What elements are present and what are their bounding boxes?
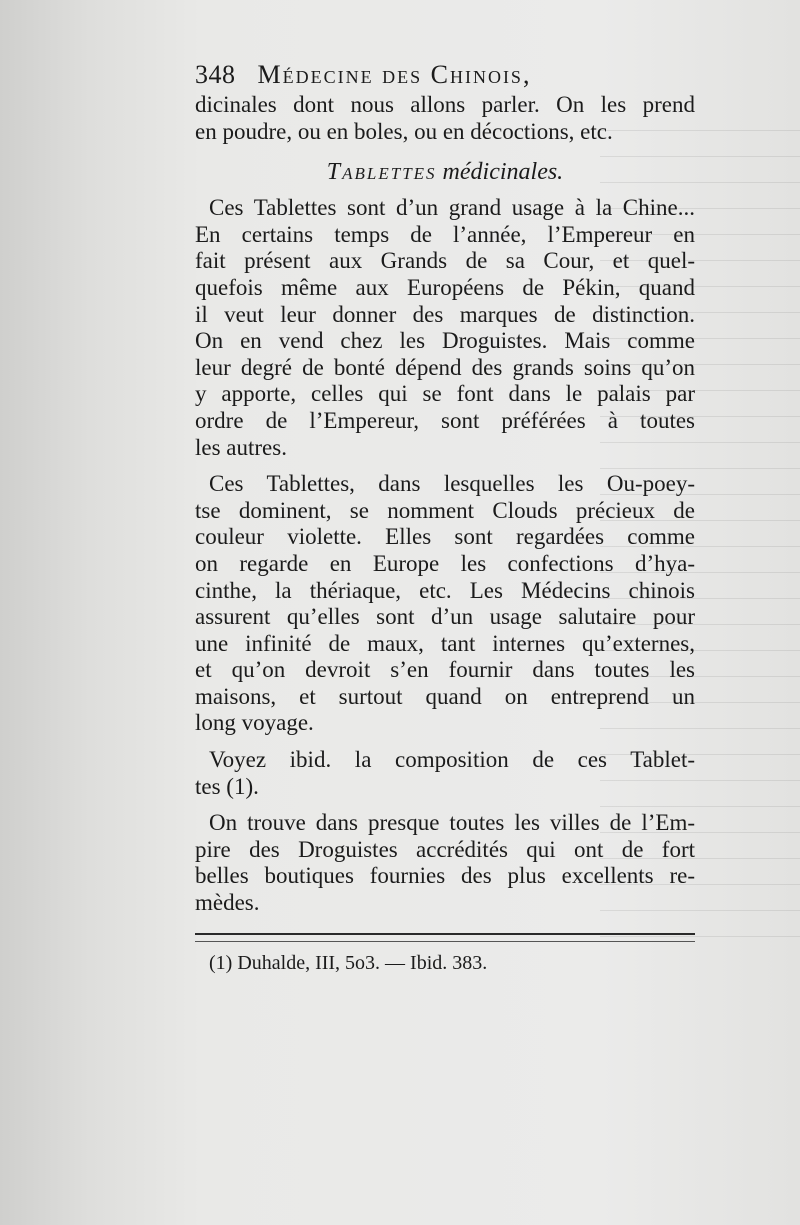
text-line: Ces Tablettes, dans lesquelles les Ou-poey- <box>209 471 695 497</box>
section-heading-rest: médicinales. <box>442 159 564 186</box>
text-line: couleur violette. Elles sont regardées comme <box>195 524 695 550</box>
footnote-rule-thin <box>195 941 695 942</box>
text-line: long voyage. <box>195 710 314 736</box>
text-line: maisons, et surtout quand on entreprend un <box>195 683 695 709</box>
paragraph-4 <box>195 810 695 916</box>
text-line: Ces Tablettes sont d’un grand usage à la Chine... <box>209 195 695 221</box>
text-line: et qu’on devroit s’en fournir dans toutes les <box>195 657 695 683</box>
text-line: cinthe, la thériaque, etc. Les Médecins chinois <box>195 577 695 603</box>
text-line: tse dominent, se nomment Clouds précieux de <box>195 497 695 523</box>
text-line: tes (1). <box>195 773 259 799</box>
text-line: quefois même aux Européens de Pékin, quand <box>195 274 695 300</box>
text-line: mèdes. <box>195 890 260 916</box>
text-line: une infinité de maux, tant internes qu’externes, <box>195 630 695 656</box>
intro-paragraph <box>195 92 695 145</box>
text-line: il veut leur donner des marques de distinction. <box>195 301 695 327</box>
text-line: dicinales dont nous allons parler. On les prend <box>195 92 695 117</box>
text-line: belles boutiques fournies des plus excellents re- <box>195 863 695 889</box>
text-line: on regarde en Europe les confections d’hya- <box>195 550 695 576</box>
paragraph-3 <box>195 747 695 800</box>
paragraph-2 <box>195 471 695 737</box>
footnote-rule <box>195 933 695 935</box>
text-line: leur degré de bonté dépend des grands soins qu’on <box>195 354 695 380</box>
text-block <box>195 58 695 976</box>
text-line: En certains temps de l’année, l’Empereur en <box>195 221 695 247</box>
text-line: Voyez ibid. la composition de ces Tablet- <box>209 747 695 773</box>
running-head <box>195 58 695 92</box>
section-heading <box>195 155 695 189</box>
running-title: Médecine des Chinois, <box>257 60 532 89</box>
text-line: assurent qu’elles sont d’un usage salutaire pour <box>195 604 695 630</box>
text-line: pire des Droguistes accrédités qui ont de fort <box>195 836 695 862</box>
section-heading-smallcaps: Tablettes <box>326 159 437 186</box>
text-line: y apporte, celles qui se font dans le palais par <box>195 381 695 407</box>
paragraph-1 <box>195 195 695 461</box>
text-line: On en vend chez les Droguistes. Mais comme <box>195 328 695 354</box>
text-line: en poudre, ou en boles, ou en décoctions, etc. <box>195 118 613 144</box>
page-number: 348 <box>195 60 236 89</box>
text-line: ordre de l’Empereur, sont préférées à toutes <box>195 407 695 433</box>
text-line: fait présent aux Grands de sa Cour, et quel- <box>195 248 695 274</box>
footnote: (1) Duhalde, III, 5o3. — Ibid. 383. <box>209 951 488 974</box>
text-line: On trouve dans presque toutes les villes de l’Em- <box>209 810 695 836</box>
text-line: les autres. <box>195 434 287 460</box>
